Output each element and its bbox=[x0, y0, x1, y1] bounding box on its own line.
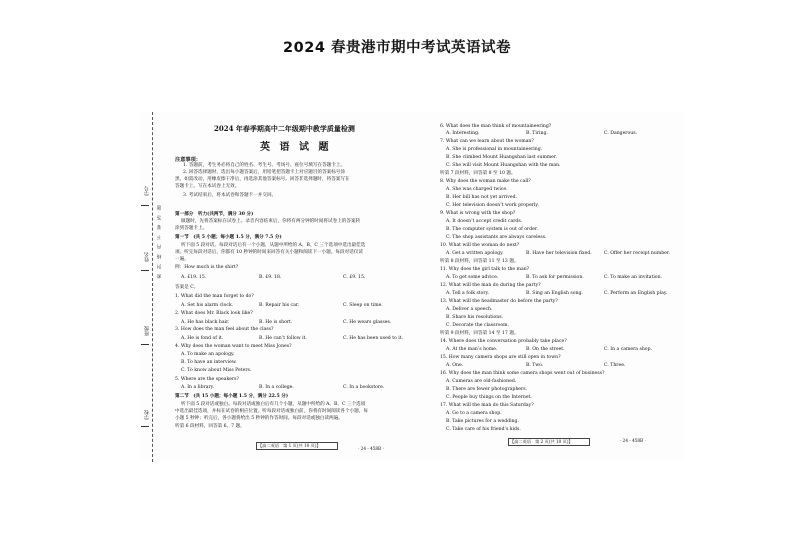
margin-label-name: 姓名 bbox=[144, 252, 150, 262]
example-option: A. £19. 15. bbox=[181, 275, 207, 280]
answer-option: A. At the man’s home. bbox=[446, 347, 498, 352]
note-line: 3. 考试结束后，将本试卷和答题卡一并交回。 bbox=[183, 193, 277, 198]
example-option: C. £9. 15. bbox=[343, 275, 366, 280]
section2-intro-line: 中选出最佳选项，并标在试卷的相应位置。听每段对话或独白前，你将有时间阅读各个小题，每 bbox=[175, 409, 368, 414]
example-answer: 答案是 C。 bbox=[175, 285, 199, 290]
answer-option: A. He has black hair. bbox=[181, 320, 230, 325]
question: 3. How does the man feel about the class? bbox=[175, 327, 274, 332]
answer-option: B. Tiring. bbox=[526, 131, 548, 136]
answer-option: C. Sleep on time. bbox=[343, 303, 383, 308]
exam-heading: 2024 年春季期高中二年级期中教学质量检测 bbox=[214, 124, 355, 133]
answer-option: C. Decorate the classroom. bbox=[446, 323, 509, 328]
answer-option: C. Perform an English play. bbox=[604, 291, 668, 296]
material-note: 听第 7 段材料，回答第 8 至 10 题。 bbox=[440, 171, 516, 176]
section1-intro-line: 一遍。 bbox=[175, 257, 189, 262]
answer-option: C. To make an invitation. bbox=[604, 275, 662, 280]
section2-intro-line: 小题 5 秒钟；听完后，各小题将给出 5 秒钟的作答时间。每段对话或独白读两遍。 bbox=[175, 416, 343, 421]
answer-option: A. One. bbox=[446, 363, 464, 368]
answer-option: B. Share his resolutions. bbox=[446, 315, 504, 320]
answer-option: B. The computer system is out of order. bbox=[446, 227, 539, 232]
answer-option: C. He has been used to it. bbox=[343, 336, 404, 341]
answer-option: A. In a library. bbox=[181, 385, 215, 390]
note-line: 1. 答题前，考生务必将自己的姓名、考生号、考场号、座位号填写在答题卡上。 bbox=[183, 163, 346, 168]
question: 12. What will the man do during the party? bbox=[440, 283, 541, 288]
section1-heading: 第一节 (共 5 小题；每小题 1.5 分，满分 7.5 分) bbox=[175, 235, 282, 240]
question: 6. What does the man think of mountaineering? bbox=[440, 124, 552, 129]
answer-option: C. Take care of his friend’s kids. bbox=[446, 427, 521, 432]
answer-option: B. Repair his car. bbox=[259, 303, 299, 308]
margin-fill-line bbox=[141, 205, 149, 206]
note-line: 2. 回答选择题时，选出每小题答案后，用铅笔把答题卡上对应题目的答案标号涂 bbox=[183, 170, 346, 175]
page-code: · 24 - 458B · bbox=[358, 446, 384, 451]
seal-line-note: 密 封 线 内 不 要 答 题 bbox=[157, 205, 162, 279]
part1-intro-line: 做题时，先将答案标在试卷上。录音内容结束后，你将有两分钟的时间将试卷上的答案转 bbox=[181, 219, 361, 224]
note-line: 答题卡上。写在本试卷上无效。 bbox=[175, 184, 240, 189]
margin-fill-line bbox=[141, 270, 149, 271]
question: 1. What did the man forget to do? bbox=[175, 294, 254, 299]
question: 15. How many camera shops are still open in town? bbox=[440, 355, 561, 360]
question: 10. What will the woman do next? bbox=[440, 243, 520, 248]
answer-option: A. It doesn’t accept credit cards. bbox=[446, 219, 523, 224]
answer-option: C. Dangerous. bbox=[604, 131, 638, 136]
question: 11. Why does the girl talk to the man? bbox=[440, 267, 530, 272]
question: 8. Why does the woman make the call? bbox=[440, 179, 531, 184]
question: 16. Why does the man think some camera shops went out of business? bbox=[440, 371, 605, 376]
answer-option: C. He wears glasses. bbox=[343, 320, 392, 325]
margin-fill-line bbox=[141, 344, 149, 345]
answer-option: A. He is fond of it. bbox=[181, 336, 224, 341]
margin-fill-line bbox=[141, 426, 149, 427]
page-footer: 【高二英语 第 1 页(共 10 页)】 bbox=[258, 443, 321, 448]
answer-option: C. Her television doesn’t work properly. bbox=[446, 203, 539, 208]
answer-option: C. People buy things on the Internet. bbox=[446, 395, 532, 400]
answer-option: B. There are fewer photographers. bbox=[446, 387, 528, 392]
example-option: B. £9. 18. bbox=[259, 275, 282, 280]
part1-intro-line: 涂到答题卡上。 bbox=[175, 226, 208, 231]
answer-option: C. She will visit Mount Huangshan with the man. bbox=[446, 163, 561, 168]
question: 9. What is wrong with the shop? bbox=[440, 211, 516, 216]
answer-option: A. Get a written apology. bbox=[446, 251, 504, 256]
answer-option: B. In a college. bbox=[259, 385, 294, 390]
binding-dashed-line bbox=[152, 112, 153, 462]
answer-option: A. Tell a folk story. bbox=[446, 291, 490, 296]
page-footer: 【高二英语 第 2 页(共 10 页)】 bbox=[510, 439, 573, 444]
answer-option: A. Interesting. bbox=[446, 131, 480, 136]
material-note: 听第 9 段材料，回答第 14 至 17 题。 bbox=[440, 331, 519, 336]
section1-intro-line: 听下面 5 段对话。每段对话后有一个小题，从题中所给的 A、B、C 三个选项中选出最佳选 bbox=[181, 243, 366, 248]
note-line: 黑。如需改动，用橡皮擦干净后，再选涂其他答案标号。回答非选择题时，将答案写在 bbox=[175, 177, 350, 182]
question: 4. Why does the woman want to meet Miss Jones? bbox=[175, 344, 292, 349]
answer-option: A. Set his alarm clock. bbox=[181, 303, 234, 308]
section1-intro-line: 项。听完每段对话后，你都有 10 秒钟的时间来回答有关小题和阅读下一小题。每段对话仅读 bbox=[175, 250, 363, 255]
answer-option: C. To know about Miss Peters. bbox=[181, 368, 252, 373]
answer-option: B. He is short. bbox=[259, 320, 293, 325]
answer-option: C. In a camera shop. bbox=[604, 347, 652, 352]
section2-intro-line: 听下面 5 段对话或独白。每段对话或独白后有几个小题，从题中所给的 A、B、C 三个选项 bbox=[181, 402, 366, 407]
question: 13. What will the headmaster do before the party? bbox=[440, 299, 558, 304]
answer-option: B. Her bill has not yet arrived. bbox=[446, 195, 517, 200]
notes-heading: 注意事项： bbox=[175, 157, 201, 163]
material-note: 听第 6 段材料，回答第 6、7 题。 bbox=[175, 424, 245, 429]
answer-option: B. Take pictures for a wedding. bbox=[446, 419, 519, 424]
answer-option: A. Go to a camera shop. bbox=[446, 411, 502, 416]
question: 2. What does Mr. Black look like? bbox=[175, 311, 253, 316]
answer-option: A. Cameras are old-fashioned. bbox=[446, 379, 517, 384]
answer-option: C. Offer her receipt number. bbox=[604, 251, 671, 256]
document-title: 2024 春贵港市期中考试英语试卷 bbox=[283, 40, 511, 56]
margin-label-class: 班级 bbox=[144, 326, 150, 336]
page-code: · 24 - 458B · bbox=[620, 438, 646, 443]
answer-option: B. Sing an English song. bbox=[526, 291, 583, 296]
answer-option: B. She climbed Mount Huangshan last summer. bbox=[446, 155, 558, 160]
answer-option: B. He can’t follow it. bbox=[259, 336, 307, 341]
question: 5. Where are the speakers? bbox=[175, 377, 239, 382]
answer-option: B. Have her television fixed. bbox=[526, 251, 592, 256]
answer-option: B. To have an interview. bbox=[181, 360, 237, 365]
answer-option: A. She was charged twice. bbox=[446, 187, 508, 192]
answer-option: B. To ask for permission. bbox=[526, 275, 584, 280]
question: 14. Where does the conversation probably take place? bbox=[440, 339, 567, 344]
question: 17. What will the man do this Saturday? bbox=[440, 403, 534, 408]
section2-heading: 第二节 (共 15 小题；每小题 1.5 分，满分 22.5 分) bbox=[175, 394, 289, 399]
example-question: 例：How much is the shirt? bbox=[175, 265, 239, 270]
answer-option: C. The shop assistants are always careless. bbox=[446, 235, 547, 240]
answer-option: B. Two. bbox=[526, 363, 544, 368]
material-note: 听第 8 段材料，回答第 11 至 13 题。 bbox=[440, 259, 519, 264]
margin-label-school: 学校 bbox=[144, 410, 150, 420]
question: 7. What can we learn about the woman? bbox=[440, 139, 534, 144]
answer-option: A. She is professional in mountaineering. bbox=[446, 147, 543, 152]
answer-option: A. To get some advice. bbox=[446, 275, 499, 280]
answer-option: A. Deliver a speech. bbox=[446, 307, 493, 312]
answer-option: C. In a bookstore. bbox=[343, 385, 385, 390]
margin-label-student-number: 学号 bbox=[144, 186, 150, 196]
part1-heading: 第一部分 听力(共两节，满分 30 分) bbox=[175, 212, 254, 217]
answer-option: B. On the street. bbox=[526, 347, 565, 352]
answer-option: A. To make an apology. bbox=[181, 352, 235, 357]
answer-option: C. Three. bbox=[604, 363, 626, 368]
subject-title: 英 语 试 题 bbox=[260, 142, 332, 153]
